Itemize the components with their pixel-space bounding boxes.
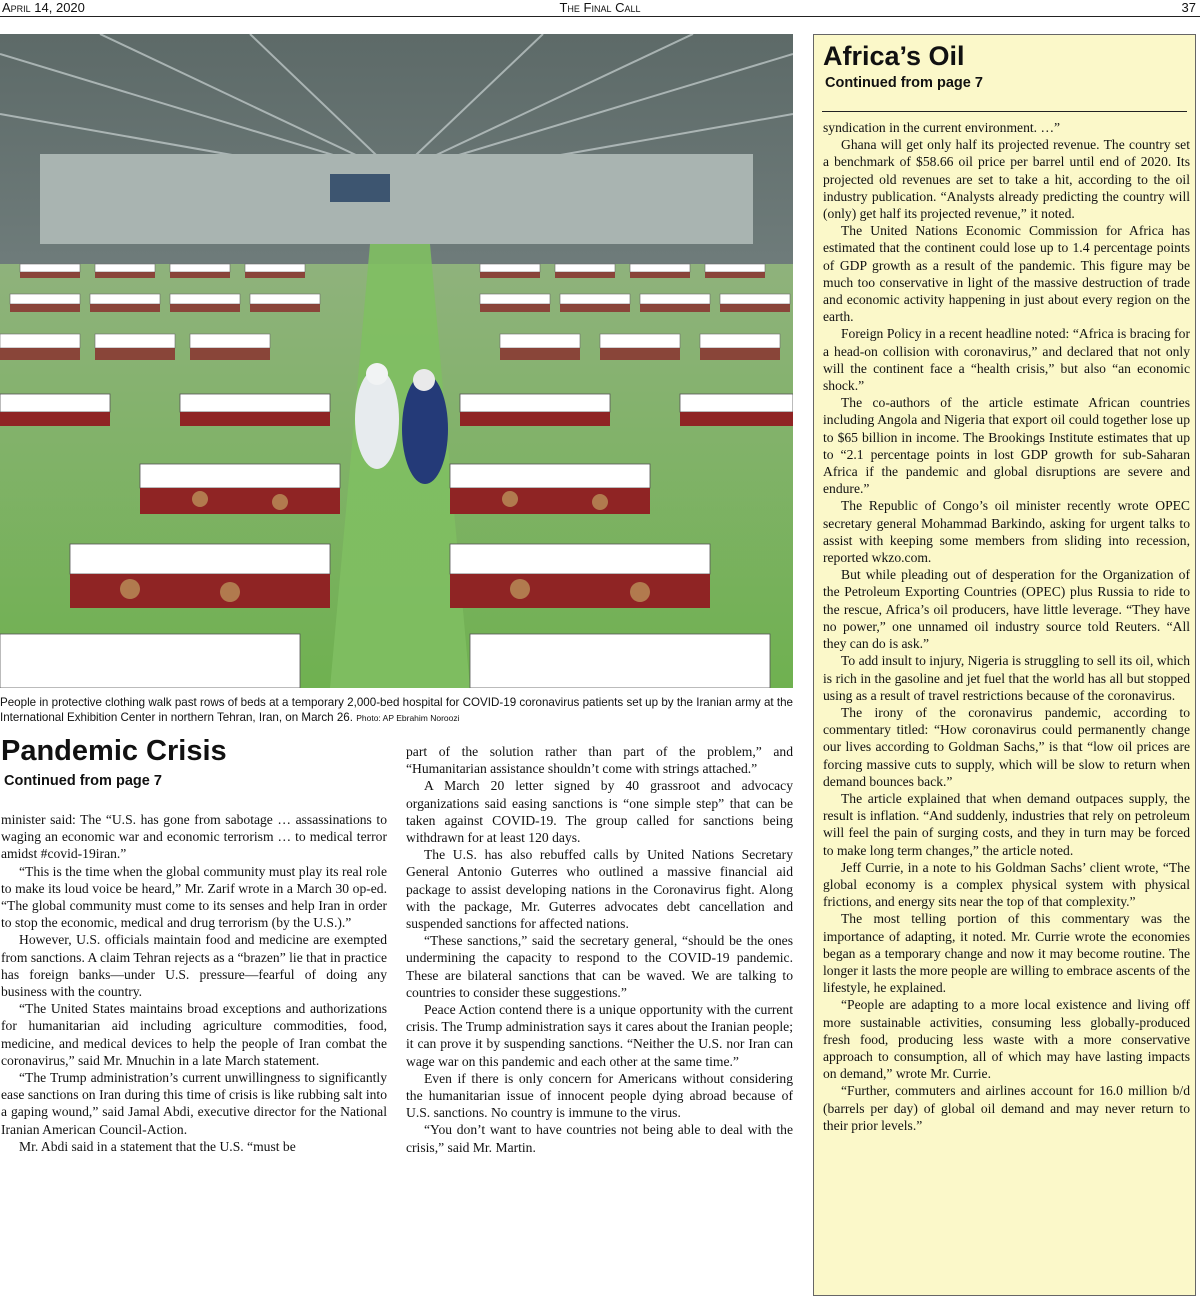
paragraph: Mr. Abdi said in a statement that the U.S. “must be xyxy=(19,1138,296,1154)
caption-text: People in protective clothing walk past rows of beds at a temporary 2,000-bed hospital for COVID-19 coronavirus patients set up by the Iranian army at the International Exhibition Center in northern Tehran, Iran, on March 26. xyxy=(0,696,793,724)
paragraph: But while pleading out of desperation for the Organization of the Petroleum Exporting Countries (OPEC) plus Russia to ride to the rescue, Africa’s oil producers, have little leverage. “They have no power,” one unnamed oil industry source told Reuters. “All they can do is ask.” xyxy=(823,567,1190,652)
paragraph: syndication in the current environment. …” xyxy=(823,120,1061,135)
paragraph: Foreign Policy in a recent headline noted: “Africa is bracing for a head-on collision with coronavirus,” and declared that not only will the continent face a “health crisis,” but also “an economic shock.” xyxy=(823,326,1190,394)
paragraph: The co-authors of the article estimate African countries including Angola and Nigeria that export oil could together lose up to $65 billion in income. The Brookings Institute estimates that up to “2.1 percentage points in lost GDP growth for sub-Saharan Africa if the pandemic and global disruptions are severe and endure.” xyxy=(823,395,1190,497)
issue-date: April 14, 2020 xyxy=(2,0,85,15)
africa-headline: Africa’s Oil xyxy=(823,41,965,71)
africa-continued: Continued from page 7 xyxy=(825,75,983,91)
africa-oil-sidebar xyxy=(813,34,1196,1296)
paragraph: However, U.S. officials maintain food and medicine are exempted from sanctions. A claim Tehran rejects as a “brazen” lie that in practice has foreign banks—under U.S. pressure—fearful of doing any business with the country. xyxy=(1,932,387,1000)
paragraph: The most telling portion of this commentary was the importance of adapting, it noted. Mr. Currie wrote the economies began as a temporary change and now it may become routine. The longer it lasts the more people are willing to embrace ascents of the lifestyle, he explained. xyxy=(823,911,1190,996)
paragraph: The U.S. has also rebuffed calls by United Nations Secretary General Antonio Guterres who outlined a massive financial aid package to assist developing nations in the Coronavirus fight. Along with the package, Mr. Guterres advocates debt cancellation and suspended sanctions for affected nations. xyxy=(406,847,793,932)
hospital-hall-image xyxy=(0,34,793,688)
paragraph: Even if there is only concern for Americans without considering the humanitarian issue of innocent people dying abroad because of U.S. sanctions. No country is immune to the virus. xyxy=(406,1070,793,1121)
paragraph: “You don’t want to have countries not being able to deal with the crisis,” said Mr. Martin. xyxy=(406,1122,793,1155)
pandemic-column-1 xyxy=(1,811,387,1155)
photo-credit: Photo: AP Ebrahim Noroozi xyxy=(356,713,460,723)
paragraph: The article explained that when demand outpaces supply, the result is inflation. “And suddenly, industries that rely on petroleum will feel the pain of surging costs, and they in turn may be forced to make long term changes,” the article noted. xyxy=(823,790,1190,858)
page-number: 37 xyxy=(1181,0,1196,15)
pandemic-headline: Pandemic Crisis xyxy=(1,735,227,767)
pandemic-continued: Continued from page 7 xyxy=(4,773,162,789)
newspaper-name: The Final Call xyxy=(559,0,641,15)
news-photo xyxy=(0,34,793,688)
paragraph: A March 20 letter signed by 40 grassroot and advocacy organizations said easing sanctions is “one simple step” that can be taken against COVID-19. The group called for sanctions being withdrawn for at least 120 days. xyxy=(406,778,793,846)
paragraph: The United Nations Economic Commission for Africa has estimated that the continent could lose up to 1.4 percentage points of GDP growth as a result of the pandemic. This figure may be much too conservative in light of the massive destruction of trade and economic activity happening in just about every region on the earth. xyxy=(823,223,1190,325)
paragraph: The Republic of Congo’s oil minister recently wrote OPEC secretary general Mohammad Barkindo, asking for urgent talks to assist with keeping some members from sliding into recession, reported wkzo.com. xyxy=(823,498,1190,566)
paragraph: The irony of the coronavirus pandemic, according to commentary titled: “How coronavirus could permanently change our lives according to Goldman Sachs,” is that “low oil prices are forcing massive cuts to supply, which will be slow to return when demand bounces back.” xyxy=(823,704,1190,789)
pandemic-column-2 xyxy=(406,743,793,1156)
paragraph: “Further, commuters and airlines account for 16.0 million b/d (barrels per day) of global oil demand and may never return to their prior levels.” xyxy=(823,1083,1190,1133)
paragraph: Jeff Currie, in a note to his Goldman Sachs’ client wrote, “The global economy is a complex physical system with physical frictions, and energy sits near the top of that complexity.” xyxy=(823,859,1190,910)
paragraph: “These sanctions,” said the secretary general, “should be the ones undermining the capacity to respond to the COVID-19 pandemic. These are bilateral sanctions that can be waved. We are talking to countries to consider these suggestions.” xyxy=(406,933,793,1000)
paragraph: Ghana will get only half its projected revenue. The country set a benchmark of $58.66 oil price per barrel until end of 2020. Its projected old revenues are set to take a hit, according to the oil industry publication. “Analysts already predicting the country will (only) get half its projected revenue,” it noted. xyxy=(823,137,1190,222)
paragraph: “This is the time when the global community must play its real role to make its loud voice be heard,” Mr. Zarif wrote in a March 30 op-ed. “The global community must come to its senses and help Iran in order to stop the economic, medical and drug terrorism (by the U.S.).” xyxy=(1,863,387,931)
paragraph: To add insult to injury, Nigeria is struggling to sell its oil, which is rich in the gasoline and jet fuel that the world has all but stopped using as a result of travel restrictions because of the coronavirus. xyxy=(823,653,1190,703)
paragraph: “People are adapting to a more local existence and living off more sustainable activities, consuming less globally-produced fresh food, producing less waste with a more conservative approach to consumption, all of which may have lasting impacts on demand,” wrote Mr. Currie. xyxy=(823,997,1190,1082)
page-header xyxy=(0,0,1200,17)
paragraph: minister said: The “U.S. has gone from sabotage … assassinations to waging an economic war and economic terrorism … to medical terror amidst #covid-19iran.” xyxy=(1,812,387,862)
paragraph: “The United States maintains broad exceptions and authorizations for humanitarian aid including agriculture commodities, food, medicine, and medical devices to help the people of Iran combat the coronavirus,” said Mr. Mnuchin in a late March statement. xyxy=(1,1001,387,1068)
paragraph: “The Trump administration’s current unwillingness to significantly ease sanctions on Iran during this time of crisis is like rubbing salt into a gaping wound,” said Jamal Abdi, executive director for the National Iranian American Council-Action. xyxy=(1,1070,387,1137)
africa-column xyxy=(823,119,1190,1134)
paragraph: Peace Action contend there is a unique opportunity with the current crisis. The Trump administration says it cares about the Iranian people; it can prove it by suspending sanctions. “Neither the U.S. nor Iran can wage war on this pandemic and each other at the same time.” xyxy=(406,1002,793,1069)
divider xyxy=(822,111,1187,112)
paragraph: part of the solution rather than part of the problem,” and “Humanitarian assistance shouldn’t come with strings attached.” xyxy=(406,744,793,777)
photo-caption xyxy=(0,695,793,726)
